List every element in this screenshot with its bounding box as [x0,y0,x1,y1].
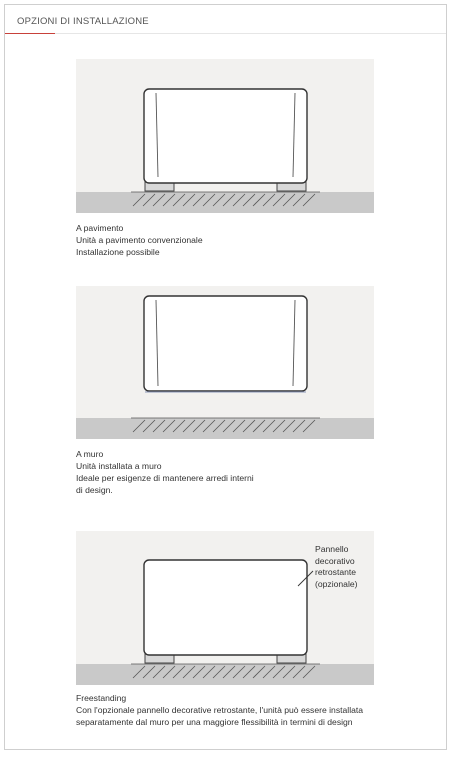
floor-install-illustration [76,59,374,213]
freestanding-line-2: separatamente dal muro per una maggiore flessibilità in termini di design [76,717,353,727]
wall-line-2: Ideale per esigenze di mantenere arredi interni [76,473,254,483]
floor-caption [76,222,203,258]
wall-caption [76,448,254,496]
callout-line-4: (opzionale) [315,578,358,589]
freestanding-caption [76,692,363,728]
title-accent-rule [5,33,55,34]
freestanding-line-1: Con l'opzionale pannello decorative retrostante, l'unità può essere installata [76,705,364,715]
wall-line-1: Unità installata a muro [76,461,162,471]
wall-install-illustration [76,286,374,439]
floor-line-1: Unità a pavimento convenzionale [76,235,203,245]
callout-line-1: Pannello [315,544,349,554]
callout-line-3: retrostante [315,567,357,577]
callout-line-2: decorativo [315,555,355,566]
freestanding-title: Freestanding [76,693,127,703]
title-divider [55,33,446,34]
floor-title: A pavimento [76,223,124,233]
wall-title: A muro [76,449,104,459]
section-title: OPZIONI DI INSTALLAZIONE [17,16,149,27]
wall-line-3: di design. [76,485,113,495]
decorative-panel-callout [315,544,358,590]
floor-line-2: Installazione possibile [76,247,160,257]
